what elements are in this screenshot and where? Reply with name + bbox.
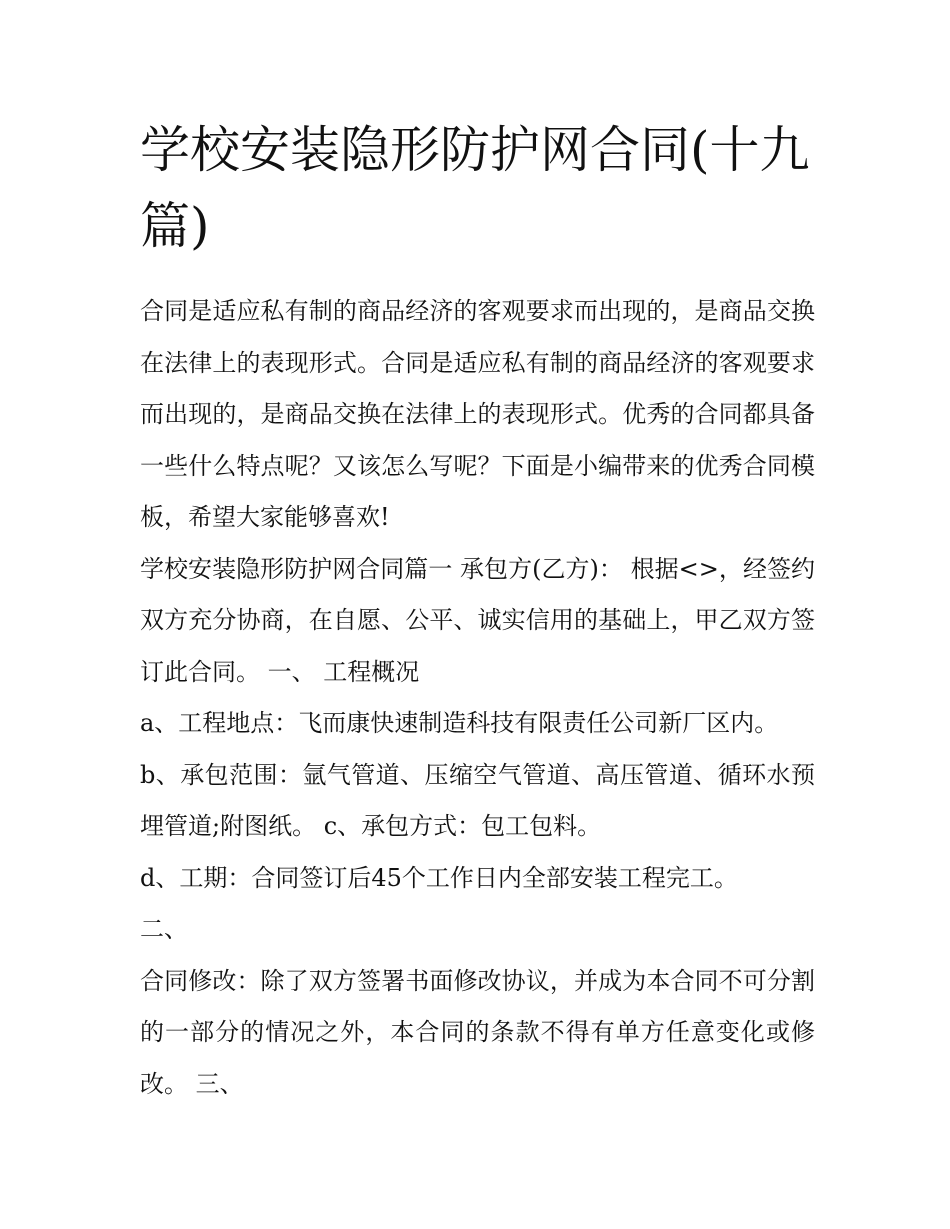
clause-a-location: a、工程地点：飞而康快速制造科技有限责任公司新厂区内。: [140, 709, 779, 737]
document-page: [140, 112, 815, 1110]
document-title: 学校安装隐形防护网合同(十九篇): [140, 121, 810, 255]
contract-modification-paragraph: 合同修改：除了双方签署书面修改协议，并成为本合同不可分割的一部分的情况之外，本合同的条款不得有单方任意变化或修改。 三、: [140, 966, 815, 1098]
clause-b-scope: b、承包范围：氩气管道、压缩空气管道、高压管道、循环水预埋管道;附图纸。 c、承包方式：包工包料。: [140, 760, 815, 840]
section-two-heading: 二、: [140, 915, 188, 943]
clause-d-duration: d、工期：合同签订后45个工作日内全部安装工程完工。: [140, 863, 738, 892]
intro-paragraph: 合同是适应私有制的商品经济的客观要求而出现的，是商品交换在法律上的表现形式。合同是适应私有制的商品经济的客观要求而出现的，是商品交换在法律上的表现形式。优秀的合同都具备一些什么特点呢？又该怎么写呢？下面是小编带来的优秀合同模板，希望大家能够喜欢!: [140, 297, 815, 531]
contract-intro-paragraph: 学校安装隐形防护网合同篇一 承包方(乙方)： 根据<>，经签约双方充分协商，在自愿、公平、诚实信用的基础上，甲乙双方签订此合同。 一、 工程概况: [140, 554, 815, 686]
